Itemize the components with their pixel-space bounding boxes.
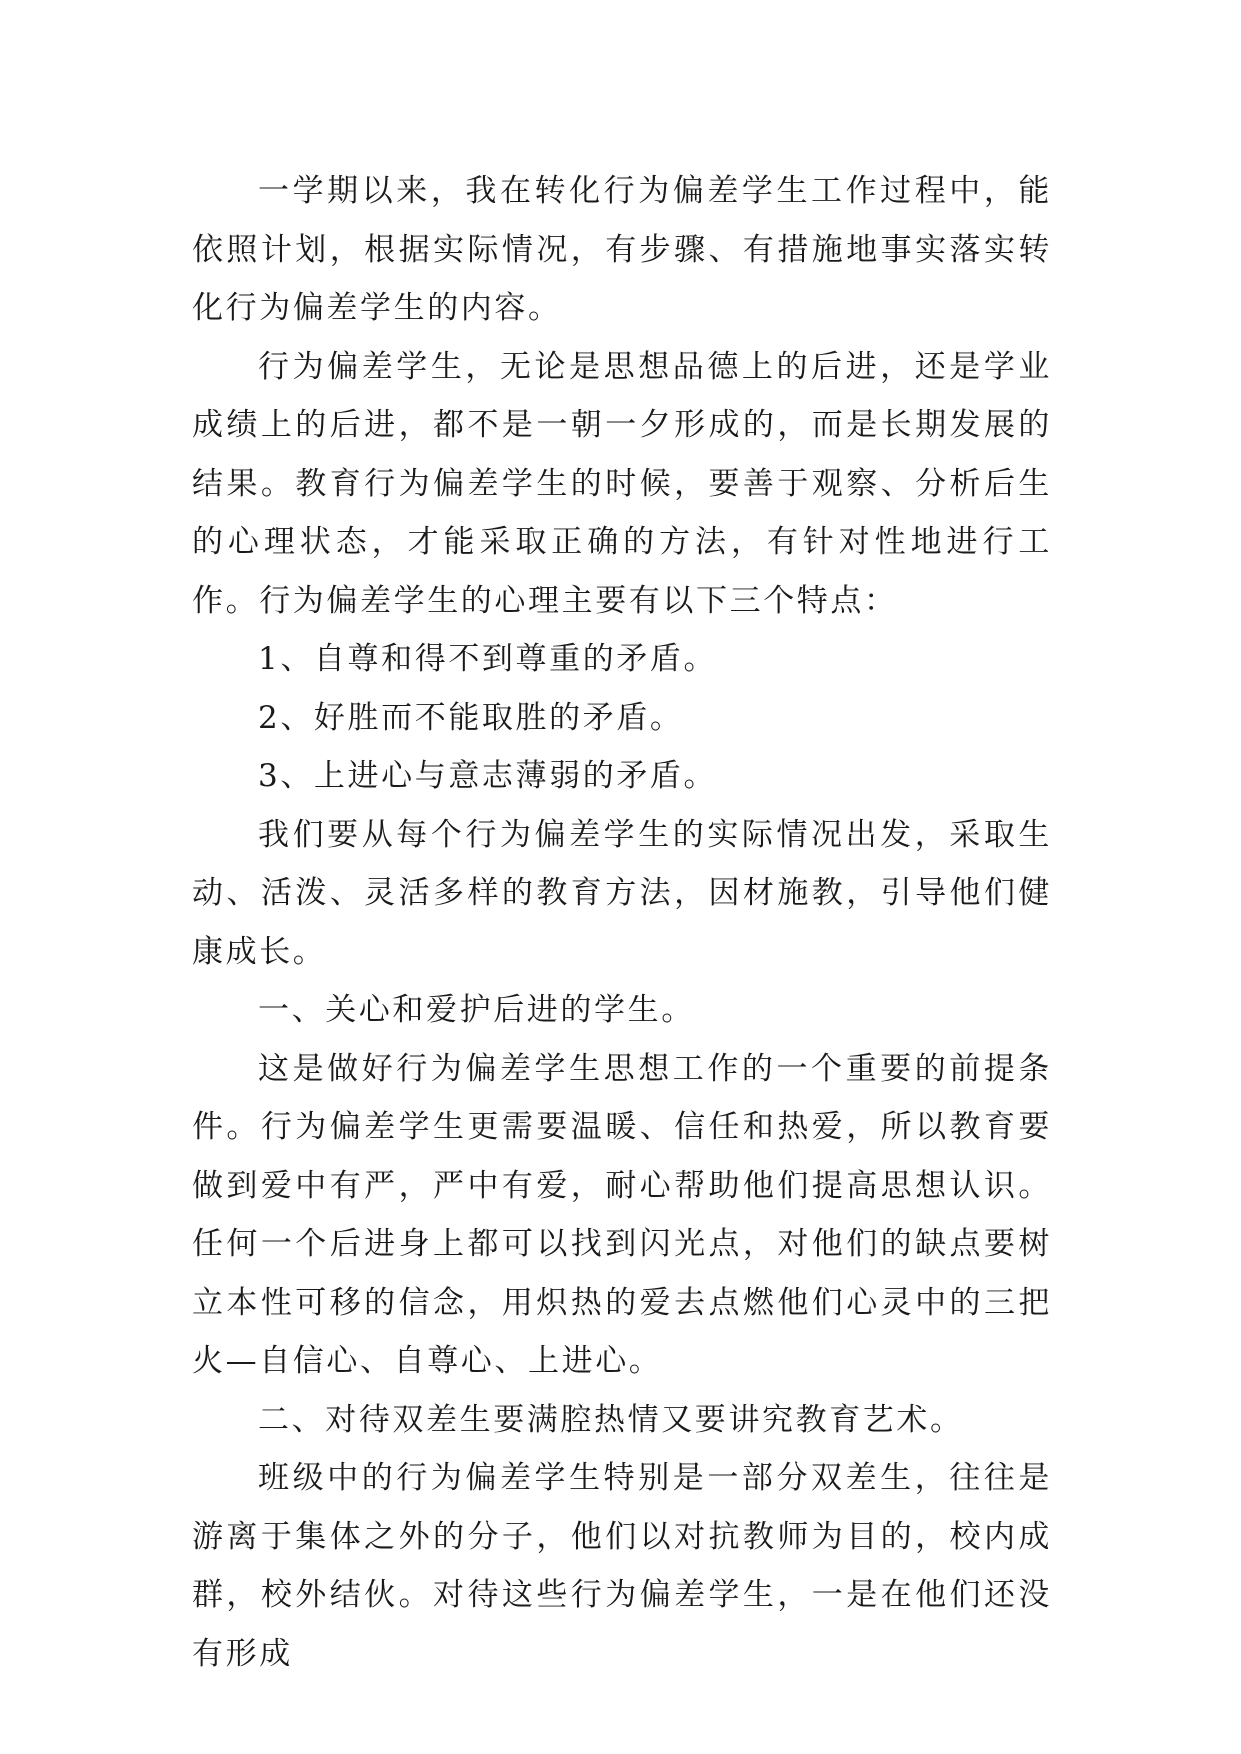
paragraph-characteristics: 行为偏差学生，无论是思想品德上的后进，还是学业成绩上的后进，都不是一朝一夕形成的，而是长期发展的结果。教育行为偏差学生的时候，要善于观察、分析后生的心理状态，才能采取正确的方法，有针对性地进行工作。行为偏差学生的心理主要有以下三个特点： [192,348,1052,619]
section-heading-1: 一、关心和爱护后进的学生。 [258,992,695,1028]
list-item-2: 2、好胜而不能取胜的矛盾。 [258,699,684,736]
section-heading-2: 二、对待双差生要满腔热情又要讲究教育艺术。 [258,1401,964,1438]
paragraph-section-1: 这是做好行为偏差学生思想工作的一个重要的前提条件。行为偏差学生更需要温暖、信任和热爱，所以教育要做到爱中有严，严中有爱，耐心帮助他们提高思想认识。任何一个后进身上都可以找到闪光点，对他们的缺点要树立本性可移的信念，用炽热的爱去点燃他们心灵中的三把火—自信心、自尊心、上进心。 [192,1050,1052,1379]
document-body [192,162,1052,1683]
paragraph-intro: 一学期以来，我在转化行为偏差学生工作过程中，能依照计划，根据实际情况，有步骤、有措施地事实落实转化行为偏差学生的内容。 [192,173,1052,326]
list-item-1: 1、自尊和得不到尊重的矛盾。 [258,641,718,677]
list-item-3: 3、上进心与意志薄弱的矛盾。 [258,758,718,794]
paragraph-section-2: 班级中的行为偏差学生特别是一部分双差生，往往是游离于集体之外的分子，他们以对抗教师为目的，校内成群，校外结伙。对待这些行为偏差学生，一是在他们还没有形成 [192,1460,1052,1672]
paragraph-approach: 我们要从每个行为偏差学生的实际情况出发，采取生动、活泼、灵活多样的教育方法，因材施教，引导他们健康成长。 [192,816,1052,970]
